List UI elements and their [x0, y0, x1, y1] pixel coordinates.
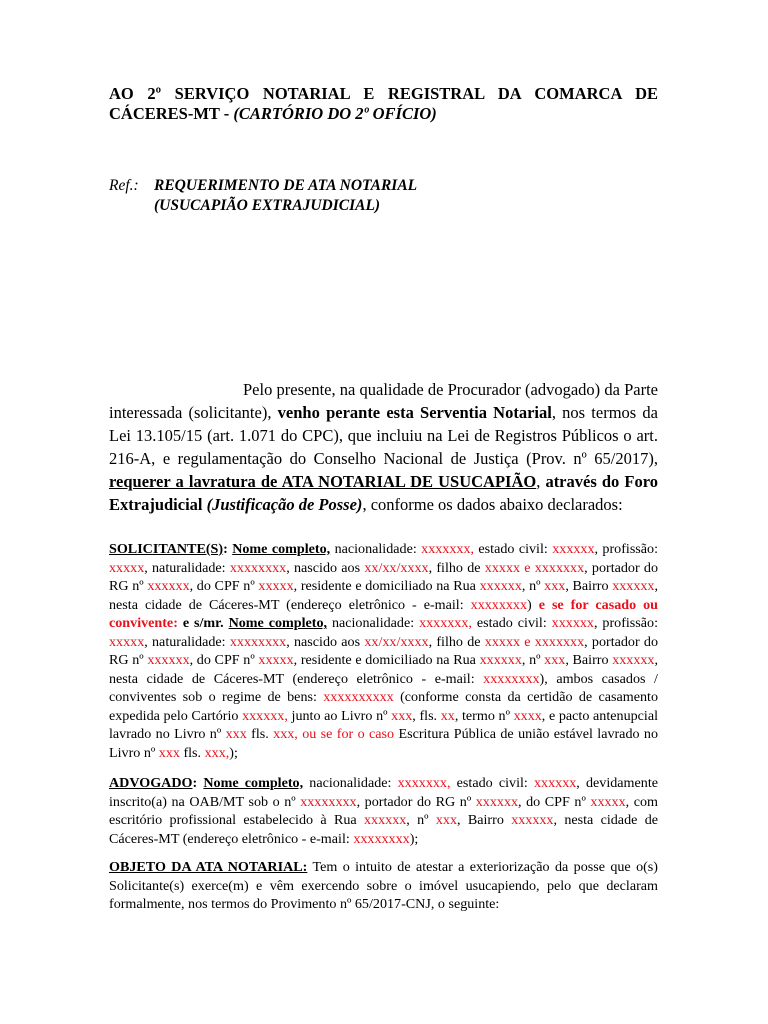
- reference-block: [109, 176, 669, 216]
- placeholder-field: xxxxxxxxxx: [323, 689, 394, 705]
- placeholder-field: xxx: [391, 707, 413, 724]
- placeholder-field: xxxxx: [109, 559, 145, 576]
- reference-label: Ref.:: [109, 177, 139, 194]
- placeholder-field: xxxxxxxx: [300, 793, 357, 810]
- objeto-section: [109, 858, 658, 914]
- placeholder-field: xxxxxx,: [242, 707, 288, 724]
- reference-subject-line2: (USUCAPIÃO EXTRAJUDICIAL): [154, 197, 381, 214]
- placeholder-name: Nome completo,: [228, 615, 328, 631]
- placeholder-name: Nome completo,: [203, 775, 304, 791]
- solicitante-label: SOLICITANTE(S): [109, 541, 224, 557]
- intro-paragraph: [109, 378, 658, 516]
- placeholder-field: xxxxxx: [612, 652, 655, 668]
- addressee-text: AO 2º SERVIÇO NOTARIAL E REGISTRAL DA COMARCA DE CÁCERES-MT -: [109, 84, 658, 123]
- placeholder-field: xxxxxxx,: [419, 615, 472, 631]
- placeholder-field: xxxxxx: [511, 812, 554, 828]
- placeholder-field: xxxxxx: [364, 812, 407, 828]
- placeholder-field: xxxxxx: [479, 578, 522, 594]
- intro-request: requerer a lavratura de ATA NOTARIAL DE USUCAPIÃO: [109, 472, 537, 491]
- addressee-header: [109, 84, 658, 124]
- reference-subject-line1: REQUERIMENTO DE ATA NOTARIAL: [154, 177, 418, 194]
- placeholder-field: xxx: [544, 578, 566, 594]
- placeholder-field: xxxx: [513, 707, 542, 724]
- intro-text: , conforme os dados abaixo declarados:: [362, 495, 623, 514]
- reference-row-2: [109, 196, 669, 216]
- label-colon: :: [223, 541, 233, 557]
- placeholder-field: xxx: [435, 812, 458, 828]
- placeholder-field: xxxxxxxx: [483, 670, 540, 687]
- objeto-text: Tem o intuito de atestar a exteriorização da posse que o(s) Solicitante(s) exerce(m) e vêm exercendo sobre o imóvel usucapiendo, pelo que declaram formalmente, nos termos do Provimento nº 65/2017-CNJ, o seguinte:: [109, 859, 658, 912]
- placeholder-field: xxxxxx: [552, 541, 595, 557]
- placeholder-field: xxxxxx: [534, 775, 577, 791]
- label-colon: :: [192, 775, 204, 791]
- placeholder-field: xxxxxxxx: [229, 559, 287, 576]
- placeholder-field: xxxxxxxx: [470, 596, 528, 613]
- spouse-prefix: e s/mr.: [177, 615, 229, 631]
- intro-text: , nos termos da Lei 13.105/15 (art. 1.071 do CPC), que incluiu na Lei de Registros Públicos o art. 216-A, e regulamentação do Conselho Nacional de Justiça (Prov. nº 65/2017),: [109, 403, 659, 468]
- placeholder-field: xxxxx e xxxxxxx: [484, 633, 585, 650]
- objeto-label: OBJETO DA ATA NOTARIAL:: [109, 859, 308, 875]
- placeholder-field: xxx: [225, 726, 247, 742]
- placeholder-field: xxxxxx: [479, 652, 522, 668]
- placeholder-field: xxxxxx: [612, 578, 655, 594]
- intro-bold: através do Foro Extrajudicial: [109, 472, 658, 514]
- placeholder-field: xxx,: [204, 744, 230, 761]
- advogado-label: ADVOGADO: [109, 775, 193, 791]
- placeholder-field: xx/xx/xxxx: [364, 559, 429, 576]
- placeholder-field: xxxxxx: [551, 615, 594, 631]
- advogado-section: ADVOGADO: Nome completo, nacionalidade: xxxxxxx, estado civil: xxxxxx, devidamente inscrito(a) na OAB/MT sob o nº xxxxxxxx, portador do RG nº xxxxxx, do CPF nº xxxxx, com escritório profissional estabelecido à Rua xxxxxx, nº xxx, Bairro xxxxxx, nesta cidade de Cáceres-MT (endereço eletrônico - e-mail: xxxxxxxx);: [109, 775, 658, 847]
- placeholder-field: xxx: [544, 652, 566, 668]
- placeholder-field: xxxxxx: [475, 793, 519, 810]
- spouse-note: e se for casado ou convivente:: [109, 596, 658, 631]
- placeholder-field: xxx, ou se for o caso: [273, 726, 395, 742]
- placeholder-field: xx/xx/xxxx: [364, 633, 429, 650]
- placeholder-name: Nome completo,: [232, 541, 331, 557]
- solicitante-section: SOLICITANTE(S): Nome completo, nacionalidade: xxxxxxx, estado civil: xxxxxx, profissão: xxxxx, naturalidade: xxxxxxxx, nascido aos xx/xx/xxxx, filho de xxxxx e xxxxxxx, portador do RG nº xxxxxx, do CPF nº xxxxx, residente e domiciliado na Rua xxxxxx, nº xxx, Bairro xxxxxx, nesta cidade de Cáceres-MT (endereço eletrônico - e-mail: xxxxxxxx) e se for casado ou convivente: e s/mr. Nome completo, nacionalidade: xxxxxxx, estado civil: xxxxxx, profissão: xxxxx, naturalidade: xxxxxxxx, nascido aos xx/xx/xxxx, filho de xxxxx e xxxxxxx, portador do RG nº xxxxxx, do CPF nº xxxxx, residente e domiciliado na Rua xxxxxx, nº xxx, Bairro xxxxxx, nesta cidade de Cáceres-MT (endereço eletrônico - e-mail: xxxxxxxx), ambos casados / conviventes sob o regime de bens: xxxxxxxxxx (conforme consta da certidão de casamento expedida pelo Cartório xxxxxx, junto ao Livro nº xxx, fls. xx, termo nº xxxx, e pacto antenupcial lavrado no Livro nº xxx fls. xxx, ou se for o caso Escritura Pública de união estável lavrado no Livro nº xxx fls. xxx,);: [109, 541, 659, 761]
- placeholder-field: xxxxxx: [147, 652, 190, 668]
- reference-spacer: [109, 196, 154, 216]
- placeholder-field: xxxxx e xxxxxxx: [484, 559, 585, 576]
- placeholder-field: xxxxxx: [147, 578, 190, 594]
- placeholder-field: xxxxx: [590, 793, 626, 810]
- intro-text: ,: [536, 472, 546, 491]
- placeholder-field: xxxxxxxx: [353, 830, 410, 847]
- intro-bold-italic: (Justificação de Posse): [206, 495, 363, 514]
- placeholder-field: xxxxxxx,: [421, 541, 475, 557]
- placeholder-field: xxxxxxxx: [229, 633, 287, 650]
- intro-bold: venho perante esta Serventia Notarial: [277, 403, 552, 422]
- intro-text: Pelo presente, na qualidade de Procurador (advogado) da Parte interessada (solicitante),: [109, 380, 658, 422]
- placeholder-field: xxxxx: [109, 633, 145, 650]
- placeholder-field: xxxxx: [258, 652, 294, 668]
- placeholder-field: xxx: [158, 744, 180, 761]
- placeholder-field: xx: [440, 707, 455, 724]
- addressee-office: (CARTÓRIO DO 2º OFÍCIO): [233, 104, 437, 123]
- reference-row: [109, 176, 669, 196]
- placeholder-field: xxxxx: [258, 578, 294, 594]
- placeholder-field: xxxxxxx,: [397, 775, 451, 791]
